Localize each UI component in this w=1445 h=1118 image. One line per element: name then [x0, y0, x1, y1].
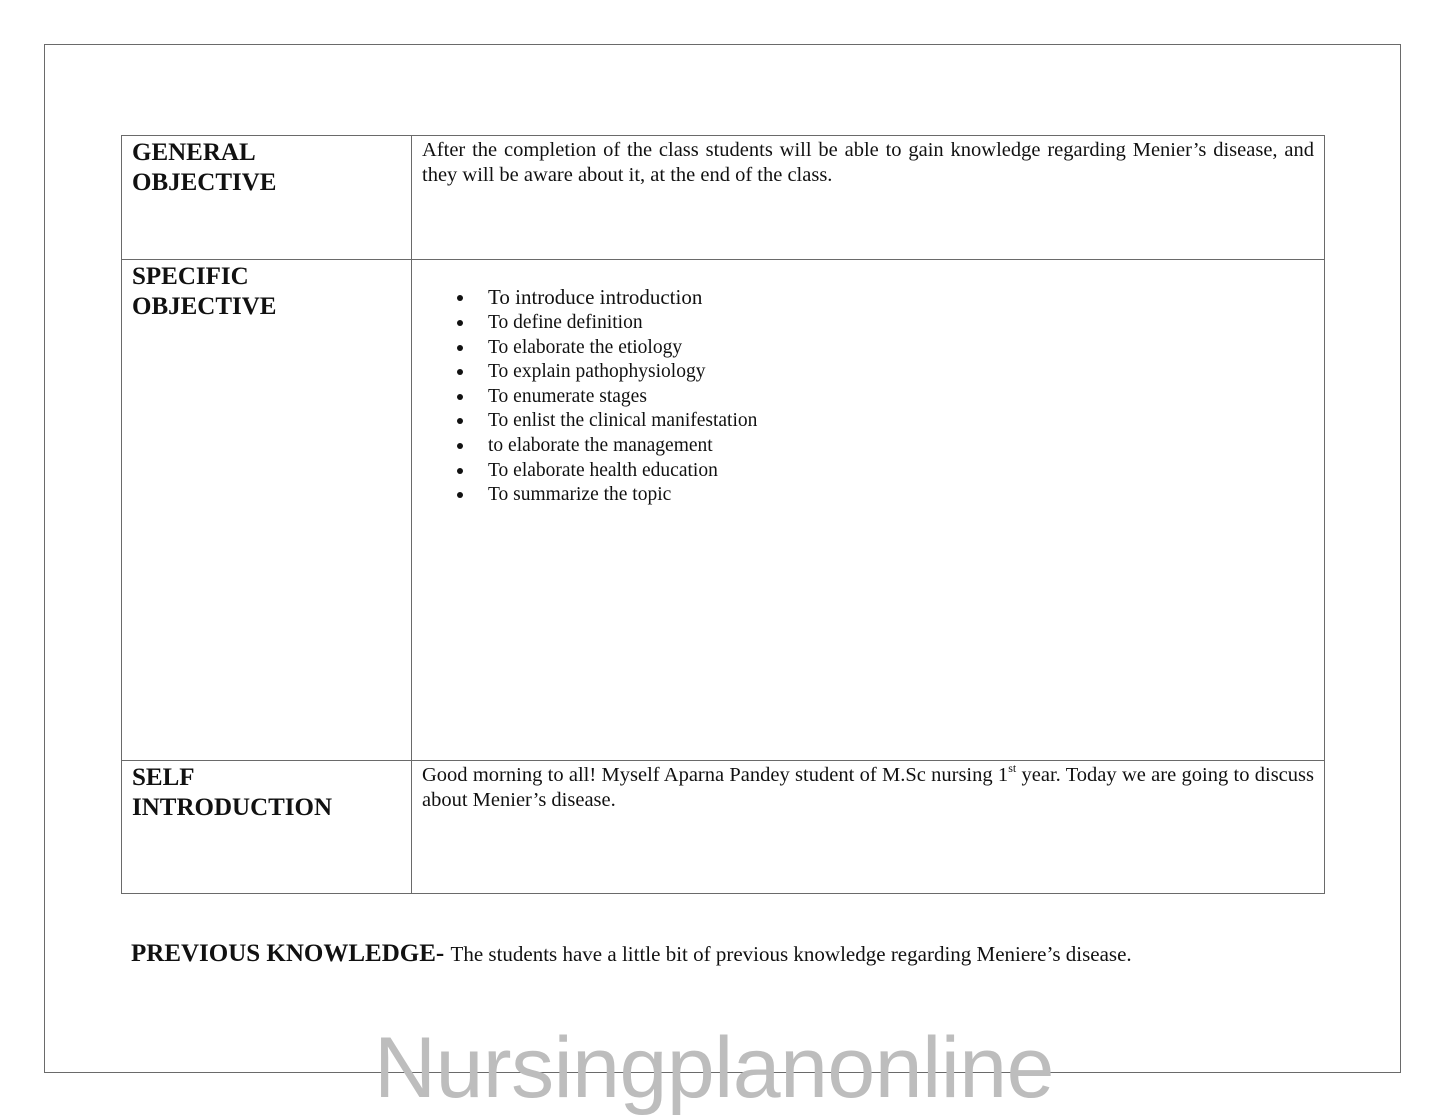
self-introduction-row	[122, 761, 1325, 894]
objective-item: To introduce introduction	[488, 284, 1314, 311]
self-introduction-label	[122, 761, 412, 894]
self-introduction-text-start: Good morning to all! Myself Aparna Pandey student of M.Sc nursing 1	[422, 764, 1009, 786]
self-introduction-label-line1: SELF	[132, 764, 195, 791]
previous-knowledge-text: The students have a little bit of previous knowledge regarding Meniere’s disease.	[450, 942, 1132, 966]
objective-item: To elaborate health education	[488, 459, 1314, 484]
general-objective-text: After the completion of the class students will be able to gain knowledge regarding Menier’s disease, and they will be aware about it, at the end of the class.	[412, 136, 1325, 260]
objective-item: To enlist the clinical manifestation	[488, 409, 1314, 434]
previous-knowledge-heading: PREVIOUS KNOWLEDGE	[131, 940, 436, 967]
specific-objective-label-line1: SPECIFIC	[132, 263, 249, 290]
objective-item: To enumerate stages	[488, 385, 1314, 410]
objective-item: to elaborate the management	[488, 434, 1314, 459]
objective-item: To define definition	[488, 311, 1314, 336]
general-objective-label-line1: GENERAL	[132, 139, 256, 166]
general-objective-label-line2: OBJECTIVE	[132, 169, 277, 196]
general-objective-label	[122, 136, 412, 260]
objective-item: To elaborate the etiology	[488, 336, 1314, 361]
specific-objective-list	[422, 284, 1314, 508]
previous-knowledge-separator: -	[435, 940, 451, 967]
specific-objective-content	[412, 260, 1325, 761]
objective-item: To explain pathophysiology	[488, 360, 1314, 385]
watermark-text: Nursingplanonline	[374, 1020, 1054, 1116]
specific-objective-label-line2: OBJECTIVE	[132, 293, 277, 320]
previous-knowledge	[131, 940, 1132, 968]
self-introduction-label-line2: INTRODUCTION	[132, 794, 333, 821]
objective-item: To summarize the topic	[488, 483, 1314, 508]
ordinal-suffix: st	[1008, 761, 1017, 775]
self-introduction-text	[412, 761, 1325, 894]
self-introduction-text-end: year. Today we are going to discuss about Menier’s disease.	[422, 764, 1314, 811]
specific-objective-row	[122, 260, 1325, 761]
lesson-plan-table	[121, 135, 1325, 894]
general-objective-row	[122, 136, 1325, 260]
specific-objective-label	[122, 260, 412, 761]
